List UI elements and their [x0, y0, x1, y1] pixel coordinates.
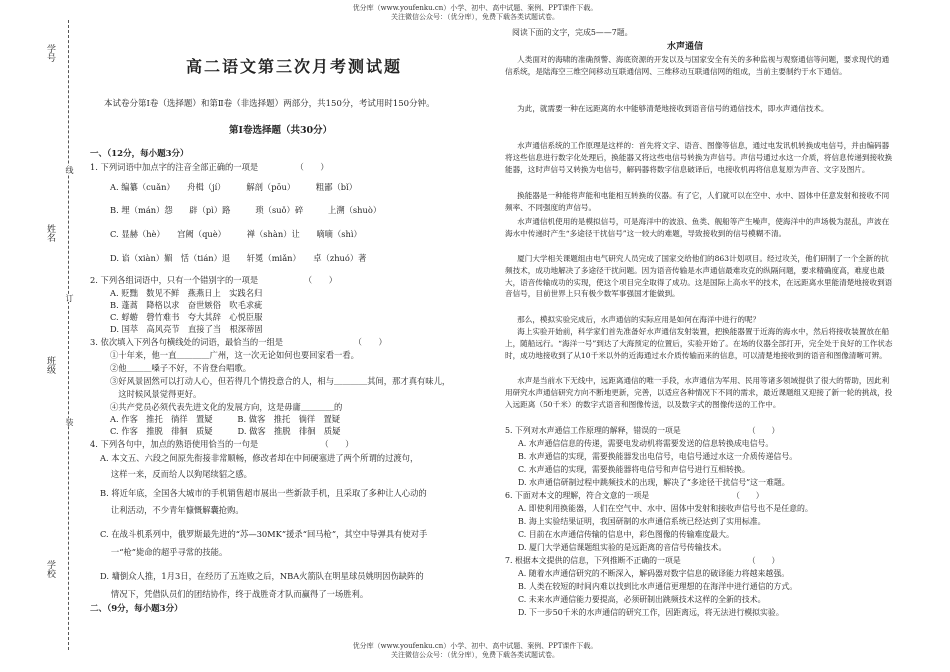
question-1: 1. 下列词语中加点字的注音全部正确的一项是 （ ） — [90, 162, 329, 172]
reading-paragraph-1: 人类面对的海啸的准确预警、海底资源的开发以及与国家安全有关的多种监视与观察通信等问题，要求现代的通信系统，是陆海空三维空间移动互联通信网、三维移动互联通信网的组成，当前主要制约于水下通信。 — [505, 55, 890, 76]
q4-line-4: 让利活动，不少青年慷慨解囊抢购。 — [100, 505, 244, 515]
question-5: 5. 下列对水声通信工作原理的解释，错误的一项是 （ ） — [505, 426, 780, 435]
q3-options-ab: A. 作客 推托 徜徉 置疑 B. 做客 推托 徜徉 置疑 — [110, 414, 341, 424]
reading-paragraph-9: 水声是当前水下无线中，远距离通信的唯一手段，水声通信为军用、民用等诸多领域提供了很大的帮助，因此利用研究水声通信研究方向不断地更新，完善，以适应各种情况下不同的需求，最近课题组又迎接了新一轮的挑战，投入远距离（50千米）的数字式语音和图像传送，以及数字式的图像传送的工作中。 — [505, 376, 893, 409]
q5-option-c: C. 水声通信的实现，需要换能器将电信号和声信号进行互相转换。 — [518, 465, 750, 474]
q3-line-1: ①十年来，他一直＿＿＿＿广州，这一次无论如何也要回家看一看。 — [110, 350, 359, 360]
q4-line-1: A. 本文五、六段之间原先衔接非常顺畅，修改者却在中间硬塞进了两个所谓的过渡句， — [100, 453, 419, 463]
question-7: 7. 根据本文提供的信息，下列推断不正确的一项是 （ ） — [505, 556, 780, 565]
q7-option-d: D. 下一步50千米的水声通信的研究工作，因距离远，将无法进行模拟实验。 — [518, 608, 784, 617]
q5-option-b: B. 水声通信的实现，需要换能器发出电信号，电信号通过水这一介质传递信号。 — [518, 452, 798, 461]
question-2: 2. 下列各组词语中，只有一个错别字的一项是 （ ） — [90, 275, 338, 285]
q4-line-7: D. 墉倒众人推，1月3日，在经历了五连败之后，NBA火箭队在明星球员姚明因伤缺阵的 — [100, 571, 424, 581]
q4-line-5: C. 在战斗机系列中，俄罗斯最先进的“苏—30MK”援杀“回马枪”，其空中导弹具有使对手 — [100, 529, 428, 539]
exam-title: 高二语文第三次月考测试题 — [186, 57, 403, 76]
section-1-heading: 一、（12分，每小题3分） — [90, 149, 189, 159]
q4-line-6: 一“枪”毙命的超乎寻常的技能。 — [100, 547, 228, 557]
reading-paragraph-2: 为此，就需要一种在远距离的水中能够清楚地接收到语音信号的通信技术，即水声通信技术。 — [517, 104, 829, 113]
q4-line-2: 这样一来，反而给人以狗尾续貂之感。 — [100, 469, 252, 479]
q7-option-b: B. 人类在较短的时间内难以找到比水声通信更理想的在海洋中进行通信的方式。 — [518, 582, 798, 591]
reading-paragraph-5: 水声通信机使用的是模拟信号，可是海洋中的波浪、鱼类、舰船等产生噪声，使海洋中的声场极为混乱，声波在海水中传递时产生“多途径干扰信号”这一较大的难题，导致接收到的信号模糊不清。 — [505, 217, 890, 238]
label-school: 学校 — [45, 560, 55, 578]
q4-line-3: B. 将近年底，全国各大城市的手机销售超市展出一些新款手机，且采取了多种让人心动的 — [100, 488, 427, 498]
reading-paragraph-3: 水声通信系统的工作原理是这样的：首先将文字、语音、图像等信息，通过电发讯机转换成电信号，并由编码器将这些信息进行数字化处理后，换能器又将这些电信号转换为声信号。声信号通过水这一介质，将信息传递到接收换能器，这时声信号又转换为电信号，解码器将数字信息破译后，电接收机再将信息复原为声音、文字及图片。 — [505, 141, 893, 174]
q6-option-a: A. 即使利用换能器，人们在空气中、水中、固体中发射和接收声信号也不是任意的。 — [518, 504, 813, 513]
reading-paragraph-8: 海上实验开始前，科学家们首先准备好水声通信发射装置，把换能器置于近海的海水中，然后将接收装置放在船上，随船远行。“海洋一号”到达了大海预定的位置后，实验开始了。在场的仪器全部打开，完全处于良好的工作状态时，成功地接收到了从10千米以外的近海通过水介质传输而来的信息，可以清楚地接收到的语音和图像清晰可辨。 — [505, 327, 893, 360]
q3-line-4: 这时候风景觉得更好。 — [110, 389, 202, 399]
q6-option-d: D. 厦门大学通信课题组实验的是远距离的音信号传输技术。 — [518, 543, 727, 552]
q5-option-d: D. 水声通信研制过程中跳频技术的出现，解决了“多途径干扰信号”这一难题。 — [518, 478, 790, 487]
cut-mark-seal: 装 — [65, 418, 74, 426]
reading-paragraph-7: 那么，模拟实验完成后，水声通信的实际应用是如何在海洋中进行的呢？ — [517, 315, 761, 324]
q2-option-a: A. 贬黜 数见不鲜 燕燕日上 实践名归 — [110, 288, 263, 298]
reading-paragraph-6: 厦门大学相关课题组由电气研究人员完成了国家交给他们的863计划项目。经过攻关，他们研制了一个全新的抗频技术，成功地解决了多途径干扰问题。因为语音传输是水声通信最难攻克的纵隔问题，要求精确度高，难度也最大，语音传输成功的实现，使这个项目完全取得了成功。这是国际上高水平的技术，在远距离水里能清楚地接收到语音信号，目前世界上只有极少数军事强国才能做到。 — [505, 254, 893, 299]
q6-option-c: C. 目前在水声通信传输的信息中，彩色图像的传输难度最大。 — [518, 530, 734, 539]
q3-line-3: ③好风景固然可以打动人心，但若得几个情投意合的人，相与＿＿＿＿其间，那才真有味儿， — [110, 376, 451, 386]
question-6: 6. 下面对本文的理解，符合文意的一项是 （ ） — [505, 491, 764, 500]
q7-option-a: A. 随着水声通信研究的不断深入，解码器对数字信息的破译能力将越来越强。 — [518, 569, 790, 578]
header-line-1: 优分库（www.youfenku.cn）小学、初中、高中试题、案例、PPT课件下载。 — [352, 4, 598, 12]
q1-option-d: D. 谄（xiàn）媚 恬（tián）退 轩冕（miǎn） 卓（zhuó）著 — [110, 253, 367, 263]
page-header — [325, 4, 625, 22]
q2-option-c: C. 蜉蝣 磬竹难书 夸大其辞 心悦臣服 — [110, 312, 263, 322]
cut-mark-bind: 订 — [65, 294, 74, 302]
label-student-id: 学号 — [45, 44, 55, 62]
q7-option-c: C. 未来水声通信能力要提高，必须研制出跳频技术这样的全新的技术。 — [518, 595, 766, 604]
q3-line-5: ④共产党员必须代表先进文化的发展方向，这是毋庸＿＿＿＿的 — [110, 402, 343, 412]
q2-option-d: D. 国萃 高风亮节 直接了当 根深蒂固 — [110, 324, 263, 334]
q1-option-c: C. 显赫（hè） 宫阙（què） 禅（shàn）让 嘀嘀（shì） — [110, 229, 362, 239]
footer-line-2: 关注微信公众号：（优分库），免费下载各类试题试卷。 — [391, 651, 559, 660]
q6-option-b: B. 海上实验结果证明，我国研制的水声通信系统已经达到了实用标准。 — [518, 517, 766, 526]
cut-line — [68, 20, 69, 650]
question-4: 4. 下列各句中，加点的熟语使用恰当的一句是 （ ） — [90, 439, 354, 449]
page-footer — [325, 642, 625, 660]
reading-title: 水声通信 — [667, 42, 704, 52]
label-class: 班级 — [45, 356, 55, 374]
q5-option-a: A. 水声通信信息的传递，需要电发动机将需要发送的信息转换成电信号。 — [518, 439, 774, 448]
q2-option-b: B. 蓬蒿 降格以求 奋世嫉俗 吹毛求疵 — [110, 300, 263, 310]
q1-option-b: B. 埋（mán）怨 辟（pì）路 琐（suǒ）碎 上溯（shuò） — [110, 205, 382, 215]
cut-mark-line: 线 — [65, 166, 74, 174]
question-3: 3. 依次填入下列各句横线处的词语，最恰当的一组是 （ ） — [90, 337, 387, 347]
footer-line-1: 优分库（www.youfenku.cn）小学、初中、高中试题、案例、PPT课件下载。 — [352, 642, 598, 650]
q3-options-cd: C. 作客 推脱 徘徊 质疑 D. 做客 推脱 徘徊 质疑 — [110, 426, 341, 436]
reading-lead: 阅读下面的文字，完成5——7题。 — [512, 28, 633, 37]
section-2-heading: 二、（9分，每小题3分） — [90, 604, 183, 614]
reading-paragraph-4: 换能器是一种能将声能和电能相互转换的仪器。有了它，人们就可以在空中、水中、固体中任意发射和接收不同频率、不同强度的声信号。 — [505, 191, 890, 212]
binding-margin — [16, 0, 74, 672]
part1-title: 第Ⅰ卷选择题（共30分） — [229, 125, 333, 136]
exam-intro: 本试卷分第Ⅰ卷（选择题）和第Ⅱ卷（非选择题）两部分，共150分，考试用时150分钟。 — [104, 99, 435, 109]
q1-option-a: A. 编纂（cuǎn） 舟楫（jí） 解剖（pōu） 粗鄙（bǐ） — [110, 182, 358, 192]
q4-line-8: 情况下，凭借队员们的团结协作，终于战胜奇才队而赢得了一场胜利。 — [100, 589, 369, 599]
header-line-2: 关注微信公众号：（优分库），免费下载各类试题试卷。 — [391, 13, 559, 22]
label-name: 姓名 — [45, 224, 55, 242]
q3-line-2: ②他＿＿＿嗓子不好，不肯登台唱歌。 — [110, 363, 252, 373]
